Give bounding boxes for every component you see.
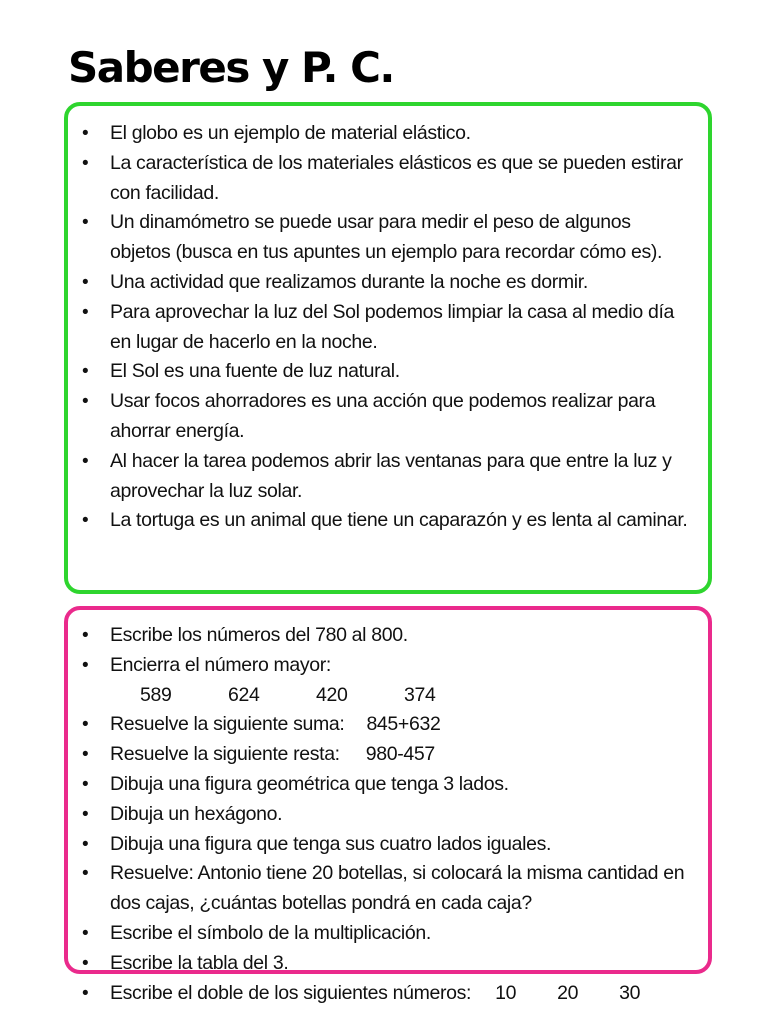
- ejercicio-text: Escribe la tabla del 3.: [110, 951, 289, 974]
- bullet-icon: •: [82, 654, 89, 676]
- bullet-icon: •: [82, 361, 89, 383]
- saberes-text: Una actividad que realizamos durante la noche es dormir.: [110, 270, 588, 293]
- number-group: [110, 681, 492, 711]
- list-item: [68, 830, 694, 860]
- list-item: [68, 298, 694, 358]
- saberes-list: [68, 119, 694, 536]
- saberes-text: Usar focos ahorradores es una acción que podemos realizar para ahorrar energía.: [110, 390, 656, 442]
- saberes-text: El globo es un ejemplo de material elástico.: [110, 122, 471, 144]
- saberes-text: El Sol es una fuente de luz natural.: [110, 360, 400, 383]
- list-item: [68, 149, 694, 209]
- bullet-icon: •: [82, 510, 89, 532]
- bullet-icon: •: [82, 773, 89, 795]
- page-title: Saberes y P. C.: [68, 43, 394, 92]
- bullet-icon: •: [82, 301, 89, 323]
- number-value: 10: [495, 981, 517, 1004]
- bullet-icon: •: [82, 744, 89, 766]
- bullet-icon: •: [82, 152, 89, 174]
- list-item: [68, 949, 694, 979]
- ejercicio-text: Resuelve: Antonio tiene 20 botellas, si colocará la misma cantidad en dos cajas, ¿cuántas botellas pondrá en cada caja?: [110, 862, 685, 915]
- bullet-icon: •: [82, 982, 89, 1004]
- ejercicio-text: Encierra el número mayor:: [110, 653, 332, 676]
- operation-value: 845+632: [366, 713, 441, 736]
- list-item: [68, 268, 694, 298]
- list-item: [68, 859, 694, 919]
- list-item: [68, 800, 694, 830]
- number-value: 589: [140, 683, 172, 706]
- ejercicios-list: [68, 621, 694, 1008]
- bullet-icon: •: [82, 450, 89, 472]
- ejercicio-text: Escribe el símbolo de la multiplicación.: [110, 921, 431, 944]
- saberes-box: [64, 102, 712, 594]
- bullet-icon: •: [82, 391, 89, 413]
- ejercicios-box: [64, 606, 712, 1004]
- bullet-icon: •: [82, 271, 89, 293]
- list-item: [68, 651, 694, 711]
- list-item: [68, 387, 694, 447]
- ejercicio-text: Escribe los números del 780 al 800.: [110, 624, 408, 646]
- saberes-text: Un dinamómetro se puede usar para medir el peso de algunos objetos (busca en tus apuntes un ejemplo para recordar cómo es).: [110, 211, 663, 264]
- list-item: [68, 357, 694, 387]
- number-value: 374: [404, 683, 436, 706]
- bullet-icon: •: [82, 212, 89, 234]
- bullet-icon: •: [82, 714, 89, 736]
- bullet-icon: •: [82, 123, 89, 144]
- list-item: [68, 506, 694, 536]
- list-item: [68, 740, 694, 770]
- number-value: 420: [316, 683, 348, 706]
- list-item: [68, 447, 694, 507]
- bullet-icon: •: [82, 833, 89, 855]
- operation-value: 980-457: [365, 743, 435, 766]
- ejercicio-text: Dibuja una figura geométrica que tenga 3 lados.: [110, 772, 509, 795]
- list-item: [68, 119, 694, 149]
- list-item: [68, 208, 694, 268]
- list-item: [68, 919, 694, 949]
- number-value: 624: [228, 683, 260, 706]
- bullet-icon: •: [82, 803, 89, 825]
- ejercicio-text: Resuelve la siguiente resta:: [110, 743, 340, 766]
- ejercicio-text: Dibuja una figura que tenga sus cuatro lados iguales.: [110, 832, 552, 855]
- saberes-text: Al hacer la tarea podemos abrir las ventanas para que entre la luz y aprovechar la luz solar.: [110, 449, 672, 502]
- number-value: 30: [619, 981, 641, 1004]
- saberes-text: La característica de los materiales elásticos es que se pueden estirar con facilidad.: [110, 151, 683, 204]
- bullet-icon: •: [82, 922, 89, 944]
- bullet-icon: •: [82, 863, 89, 885]
- ejercicio-text: Resuelve la siguiente suma:: [110, 713, 345, 736]
- bullet-icon: •: [82, 625, 89, 646]
- list-item: [68, 621, 694, 651]
- ejercicio-text: Dibuja un hexágono.: [110, 802, 283, 825]
- ejercicio-text: Escribe el doble de los siguientes números:: [110, 981, 472, 1004]
- saberes-text: Para aprovechar la luz del Sol podemos limpiar la casa al medio día en lugar de hacerlo en la noche.: [110, 300, 675, 353]
- saberes-text: La tortuga es un animal que tiene un caparazón y es lenta al caminar.: [110, 509, 688, 532]
- number-group: [471, 979, 681, 1009]
- number-value: 20: [557, 981, 579, 1004]
- bullet-icon: •: [82, 952, 89, 974]
- list-item: [68, 770, 694, 800]
- list-item: [68, 710, 694, 740]
- list-item: [68, 979, 694, 1009]
